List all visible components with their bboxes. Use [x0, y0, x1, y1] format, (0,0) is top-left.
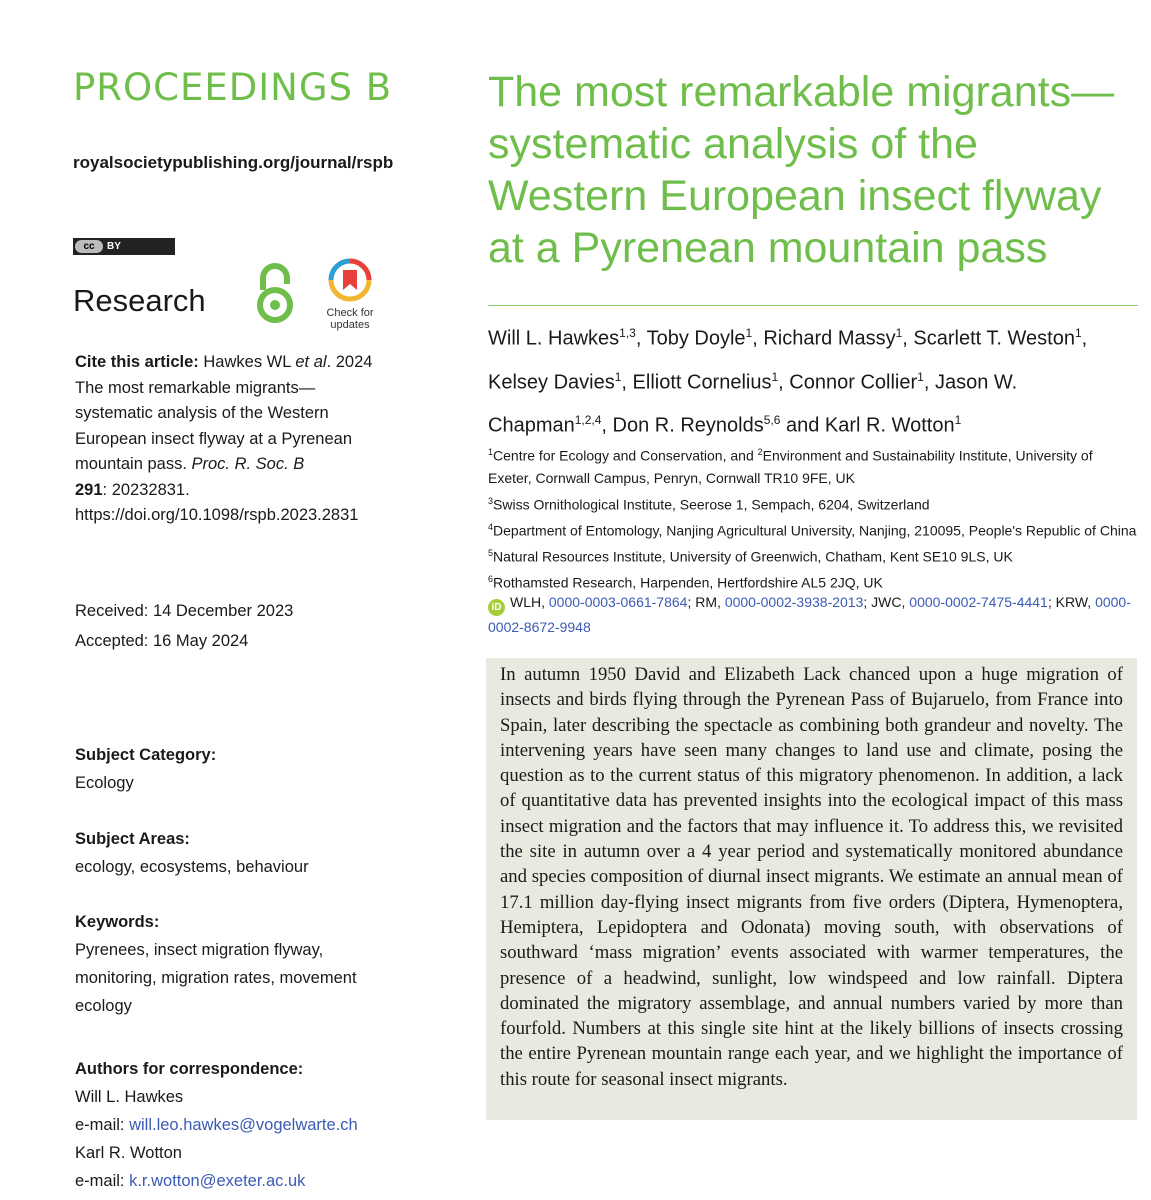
author-name: Toby Doyle — [646, 327, 746, 350]
article-title: The most remarkable migrants—systematic analysis of the Western European insect flyway at a Pyrenean mountain pass — [488, 68, 1115, 272]
author-affiliation: 1 — [895, 326, 903, 340]
orcid-label: ; KRW, — [1047, 594, 1096, 610]
by-label: BY — [107, 241, 121, 252]
correspondence-heading: Authors for correspondence: — [75, 1060, 304, 1078]
check-for-updates-line1: Check for — [326, 307, 374, 319]
orcid-link-jwc[interactable]: 0000-0002-7475-4441 — [909, 594, 1048, 610]
keywords — [75, 908, 385, 1020]
orcid-icon: iD — [488, 599, 505, 616]
cite-label: Cite this article: — [75, 353, 199, 371]
author-list: Will L. Hawkes$^{1,3}$, Toby Doyle$^1$, Richard Massy$^1$, Scarlett T. Weston$^1$, Kelsey Davies$^1$, Elliott Cornelius$^1$, Connor Collier$^1$, Jason W. Chapman$^{1,2,4}$, Don R. Reynolds$^{5,6}$ and Karl R. Wotton$^1$ — [488, 326, 1088, 437]
affiliation-5: Natural Resources Institute, University of Greenwich, Chatham, Kent SE10 9LS, UK — [493, 548, 1013, 565]
author-affiliation: 1 — [917, 369, 924, 384]
check-for-updates-icon — [328, 258, 372, 302]
orcid-list — [488, 591, 1138, 638]
author-affiliation: 1 — [771, 369, 779, 384]
subject-category-value: Ecology — [75, 774, 134, 792]
journal-url[interactable]: royalsocietypublishing.org/journal/rspb — [73, 153, 394, 172]
abstract: In autumn 1950 David and Elizabeth Lack chanced upon a huge migration of insects and birds flying through the Pyrenean Pass of Bujaruelo, from France into Spain, later describing the spectacle as combining both grandeur and novelty. The intervening years have seen many changes to land use and climate, posing the question as to the current status of this migratory phenomenon. In addition, a lack of quantitative data has prevented insights into the ecological impact of this mass insect migration and the factors that may influence it. To address this, we revisited the site in autumn over a 4 year period and systematically monitored abundance and species composition of diurnal insect migrants. We estimate an annual mean of 17.1 million day-flying insect migrants from five orders (Diptera, Hymenoptera, Hemiptera, Lepidoptera and Odonata) moving south, with observations of southward ‘mass migration’ events associated with warmer temperatures, the presence of a headwind, sunlight, low windspeed and low rainfall. Diptera dominated the migratory assemblage, and annual numbers varied by more than fourfold. Numbers at this single site hint at the likely billions of insects crossing the entire Pyrenean mountain range each year, and we highlight the importance of this route for seasonal insect migrants. — [486, 658, 1137, 1120]
email-link-2[interactable]: k.r.wotton@exeter.ac.uk — [129, 1172, 306, 1190]
affiliation-4: Department of Entomology, Nanjing Agricultural University, Nanjing, 210095, People's Republic of China — [493, 522, 1137, 539]
keywords-value: Pyrenees, insect migration flyway, monitoring, migration rates, movement ecology — [75, 941, 357, 1015]
keywords-heading: Keywords: — [75, 913, 160, 931]
citation-block — [75, 350, 385, 529]
affiliation-number: 3 — [488, 495, 494, 506]
affiliation-6: Rothamsted Research, Harpenden, Hertfordshire AL5 2JQ, UK — [493, 574, 883, 591]
cite-pages: : 20232831. — [102, 480, 190, 499]
correspondence-name-2: Karl R. Wotton — [75, 1144, 182, 1162]
author-name: Scarlett T. Weston — [913, 327, 1075, 350]
subject-category-heading: Subject Category: — [75, 746, 217, 764]
section-label: Research — [73, 283, 206, 318]
affiliations — [488, 441, 1138, 594]
affiliation-1: Centre for Ecology and Conservation, and — [493, 447, 758, 464]
author-affiliation: 1,3 — [619, 326, 636, 340]
subject-areas-value: ecology, ecosystems, behaviour — [75, 858, 309, 876]
cite-et-al: et al — [295, 353, 327, 371]
email-label-1: e-mail: — [75, 1116, 130, 1134]
journal-name: PROCEEDINGS B — [73, 66, 393, 109]
affiliation-number: 6 — [488, 574, 494, 585]
orcid-link-wlh[interactable]: 0000-0003-0661-7864 — [548, 594, 688, 610]
author-name: Will L. Hawkes — [488, 327, 620, 350]
cite-text: . 2024 The most remarkable migrants—systematic analysis of the Western European insect flyway at a Pyrenean mountain pass. — [75, 353, 373, 473]
affiliation-number: 1 — [488, 447, 494, 457]
orcid-label: ; JWC, — [863, 594, 910, 610]
affiliation-number: 2 — [757, 447, 763, 457]
orcid-label: WLH, — [510, 594, 549, 610]
author-name: Elliott Cornelius — [632, 371, 772, 394]
email-link-1[interactable]: will.leo.hawkes@vogelwarte.ch — [129, 1116, 358, 1134]
orcid-label: ; RM, — [687, 594, 725, 610]
cite-doi[interactable]: https://doi.org/10.1098/rspb.2023.2831 — [75, 506, 359, 524]
author-affiliation: 1 — [745, 326, 753, 340]
affiliation-number: 5 — [488, 547, 494, 558]
cite-journal: Proc. R. Soc. B — [191, 455, 305, 473]
correspondence — [75, 1055, 395, 1195]
received-date: Received: 14 December 2023 — [75, 602, 294, 620]
title-divider — [488, 305, 1138, 306]
subject-areas — [75, 825, 395, 881]
author-affiliation: 1 — [1074, 326, 1082, 340]
dates-block — [75, 596, 293, 656]
subject-category — [75, 741, 395, 797]
cc-icon: cc — [75, 240, 103, 253]
author-affiliation: 1 — [614, 369, 622, 384]
cc-by-license-badge[interactable] — [73, 238, 175, 255]
cite-authors: Hawkes WL — [198, 353, 296, 371]
check-for-updates-button[interactable] — [318, 258, 382, 331]
check-for-updates-line2: updates — [330, 319, 370, 331]
author-name: Kelsey Davies — [488, 371, 615, 394]
correspondence-name-1: Will L. Hawkes — [75, 1088, 184, 1106]
author-affiliation: 1,2,4 — [574, 413, 602, 428]
orcid-link-krw[interactable]: 0000-0002-8672-9948 — [488, 594, 1131, 635]
author-name: Richard Massy — [763, 327, 896, 350]
cite-volume: 291 — [75, 480, 103, 499]
email-label-2: e-mail: — [75, 1172, 130, 1190]
author-name: Karl R. Wotton — [824, 414, 955, 437]
subject-areas-heading: Subject Areas: — [75, 830, 190, 848]
affiliation-3: Swiss Ornithological Institute, Seerose 1, Sempach, 6204, Switzerland — [493, 496, 930, 513]
orcid-link-rm[interactable]: 0000-0002-3938-2013 — [724, 594, 864, 610]
author-name: Don R. Reynolds — [612, 414, 764, 437]
affiliation-2: Environment and Sustainability Institute, University of Exeter, Cornwall Campus, Penryn, Cornwall TR10 9FE, UK — [488, 447, 1093, 487]
author-affiliation: 5,6 — [763, 413, 781, 428]
author-name: Connor Collier — [789, 371, 918, 394]
author-name: Jason W. Chapman — [488, 371, 1018, 437]
open-access-icon — [254, 262, 296, 326]
affiliation-number: 4 — [488, 521, 494, 532]
author-affiliation: 1 — [954, 413, 962, 428]
accepted-date: Accepted: 16 May 2024 — [75, 632, 249, 650]
